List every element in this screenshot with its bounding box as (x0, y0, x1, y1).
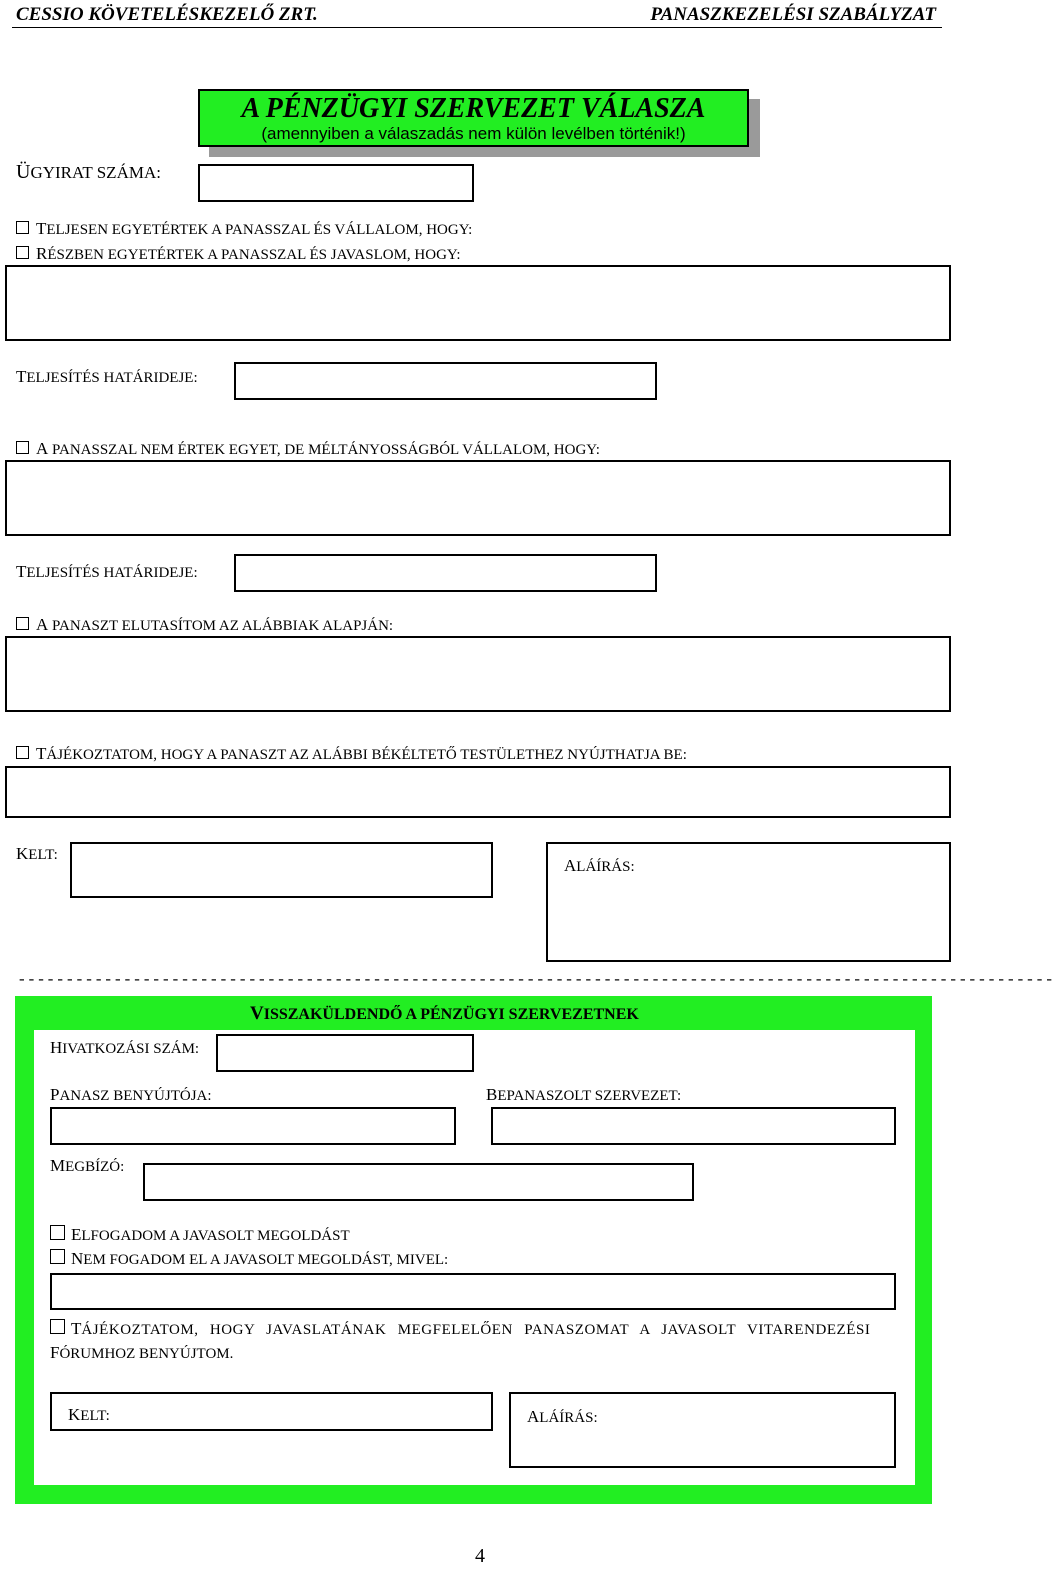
cut-line: ------------------------------------------------------------------------------------------------------------ (17, 971, 1054, 989)
document-title: PANASZKEZELÉSI SZABÁLYZAT (650, 4, 936, 25)
option-inform[interactable]: TÁJÉKOZTATOM, HOGY A PANASZT AZ ALÁBBI BÉKÉLTETŐ TESTÜLETHEZ NYÚJTHATJA BE: (16, 744, 687, 765)
signature-field[interactable] (546, 842, 951, 962)
response-subtitle: (amennyiben a válaszadás nem külön levélben történik!) (261, 124, 686, 143)
case-number-field[interactable] (198, 164, 474, 202)
option-forum[interactable]: TÁJÉKOZTATOM, HOGY JAVASLATÁNAK MEGFELELŐEN PANASZOMAT A JAVASOLT VITARENDEZÉSI (50, 1319, 898, 1340)
option-full-agree[interactable]: TELJESEN EGYETÉRTEK A PANASSZAL ÉS VÁLLALOM, HOGY: (16, 219, 472, 240)
option-reject[interactable]: A PANASZT ELUTASÍTOM AZ ALÁBBIAK ALAPJÁN: (16, 615, 393, 636)
reference-number-label: HIVATKOZÁSI SZÁM: (50, 1038, 200, 1057)
checkbox-accept[interactable] (50, 1225, 65, 1240)
page-number: 4 (475, 1545, 485, 1567)
checkbox-reject[interactable] (16, 617, 29, 630)
submitter-label: PANASZ BENYÚJTÓJA: (50, 1085, 212, 1104)
deadline-field-2[interactable] (234, 554, 657, 592)
equity-details-field[interactable] (5, 460, 951, 536)
return-date-field[interactable] (50, 1392, 493, 1431)
option-accept[interactable]: ELFOGADOM A JAVASOLT MEGOLDÁST (50, 1225, 350, 1246)
reject-reasons-field[interactable] (5, 636, 951, 712)
response-title: A PÉNZÜGYI SZERVEZET VÁLASZA (241, 93, 706, 124)
decline-reason-field[interactable] (50, 1273, 896, 1310)
checkbox-forum[interactable] (50, 1319, 65, 1334)
option-partial-agree[interactable]: RÉSZBEN EGYETÉRTEK A PANASSZAL ÉS JAVASLOM, HOGY: (16, 244, 461, 265)
reference-number-field[interactable] (216, 1034, 474, 1072)
date-field[interactable] (70, 842, 493, 898)
return-signature-label: ALÁÍRÁS: (527, 1407, 598, 1426)
complained-org-label: BEPANASZOLT SZERVEZET: (486, 1085, 682, 1104)
complained-org-field[interactable] (491, 1107, 896, 1145)
principal-label: MEGBÍZÓ: (50, 1156, 125, 1175)
header-rule (12, 27, 942, 28)
checkbox-inform[interactable] (16, 746, 29, 759)
case-number-label: ÜGYIRAT SZÁMA: (16, 161, 161, 183)
deadline-label-2: TELJESÍTÉS HATÁRIDEJE: (16, 562, 198, 581)
response-title-box (198, 89, 749, 147)
option-decline[interactable]: NEM FOGADOM EL A JAVASOLT MEGOLDÁST, MIVEL: (50, 1249, 448, 1270)
signature-label: ALÁÍRÁS: (564, 856, 635, 875)
principal-field[interactable] (143, 1163, 694, 1201)
option-equity[interactable]: A PANASSZAL NEM ÉRTEK EGYET, DE MÉLTÁNYOSSÁGBÓL VÁLLALOM, HOGY: (16, 439, 600, 460)
forum-text-line2: FÓRUMHOZ BENYÚJTOM. (50, 1343, 234, 1362)
deadline-field-1[interactable] (234, 362, 657, 400)
company-name: CESSIO KÖVETELÉSKEZELŐ ZRT. (16, 4, 318, 25)
return-date-label: KELT: (68, 1405, 110, 1424)
return-section-heading: VISSZAKÜLDENDŐ A PÉNZÜGYI SZERVEZETNEK (250, 1003, 639, 1024)
checkbox-equity[interactable] (16, 441, 29, 454)
deadline-label-1: TELJESÍTÉS HATÁRIDEJE: (16, 367, 198, 386)
submitter-field[interactable] (50, 1107, 456, 1145)
agreement-details-field[interactable] (5, 265, 951, 341)
checkbox-partial-agree[interactable] (16, 246, 29, 259)
checkbox-full-agree[interactable] (16, 221, 29, 234)
return-signature-field[interactable] (509, 1392, 896, 1468)
checkbox-decline[interactable] (50, 1249, 65, 1264)
arbitration-body-field[interactable] (5, 766, 951, 818)
date-label: KELT: (16, 844, 58, 863)
